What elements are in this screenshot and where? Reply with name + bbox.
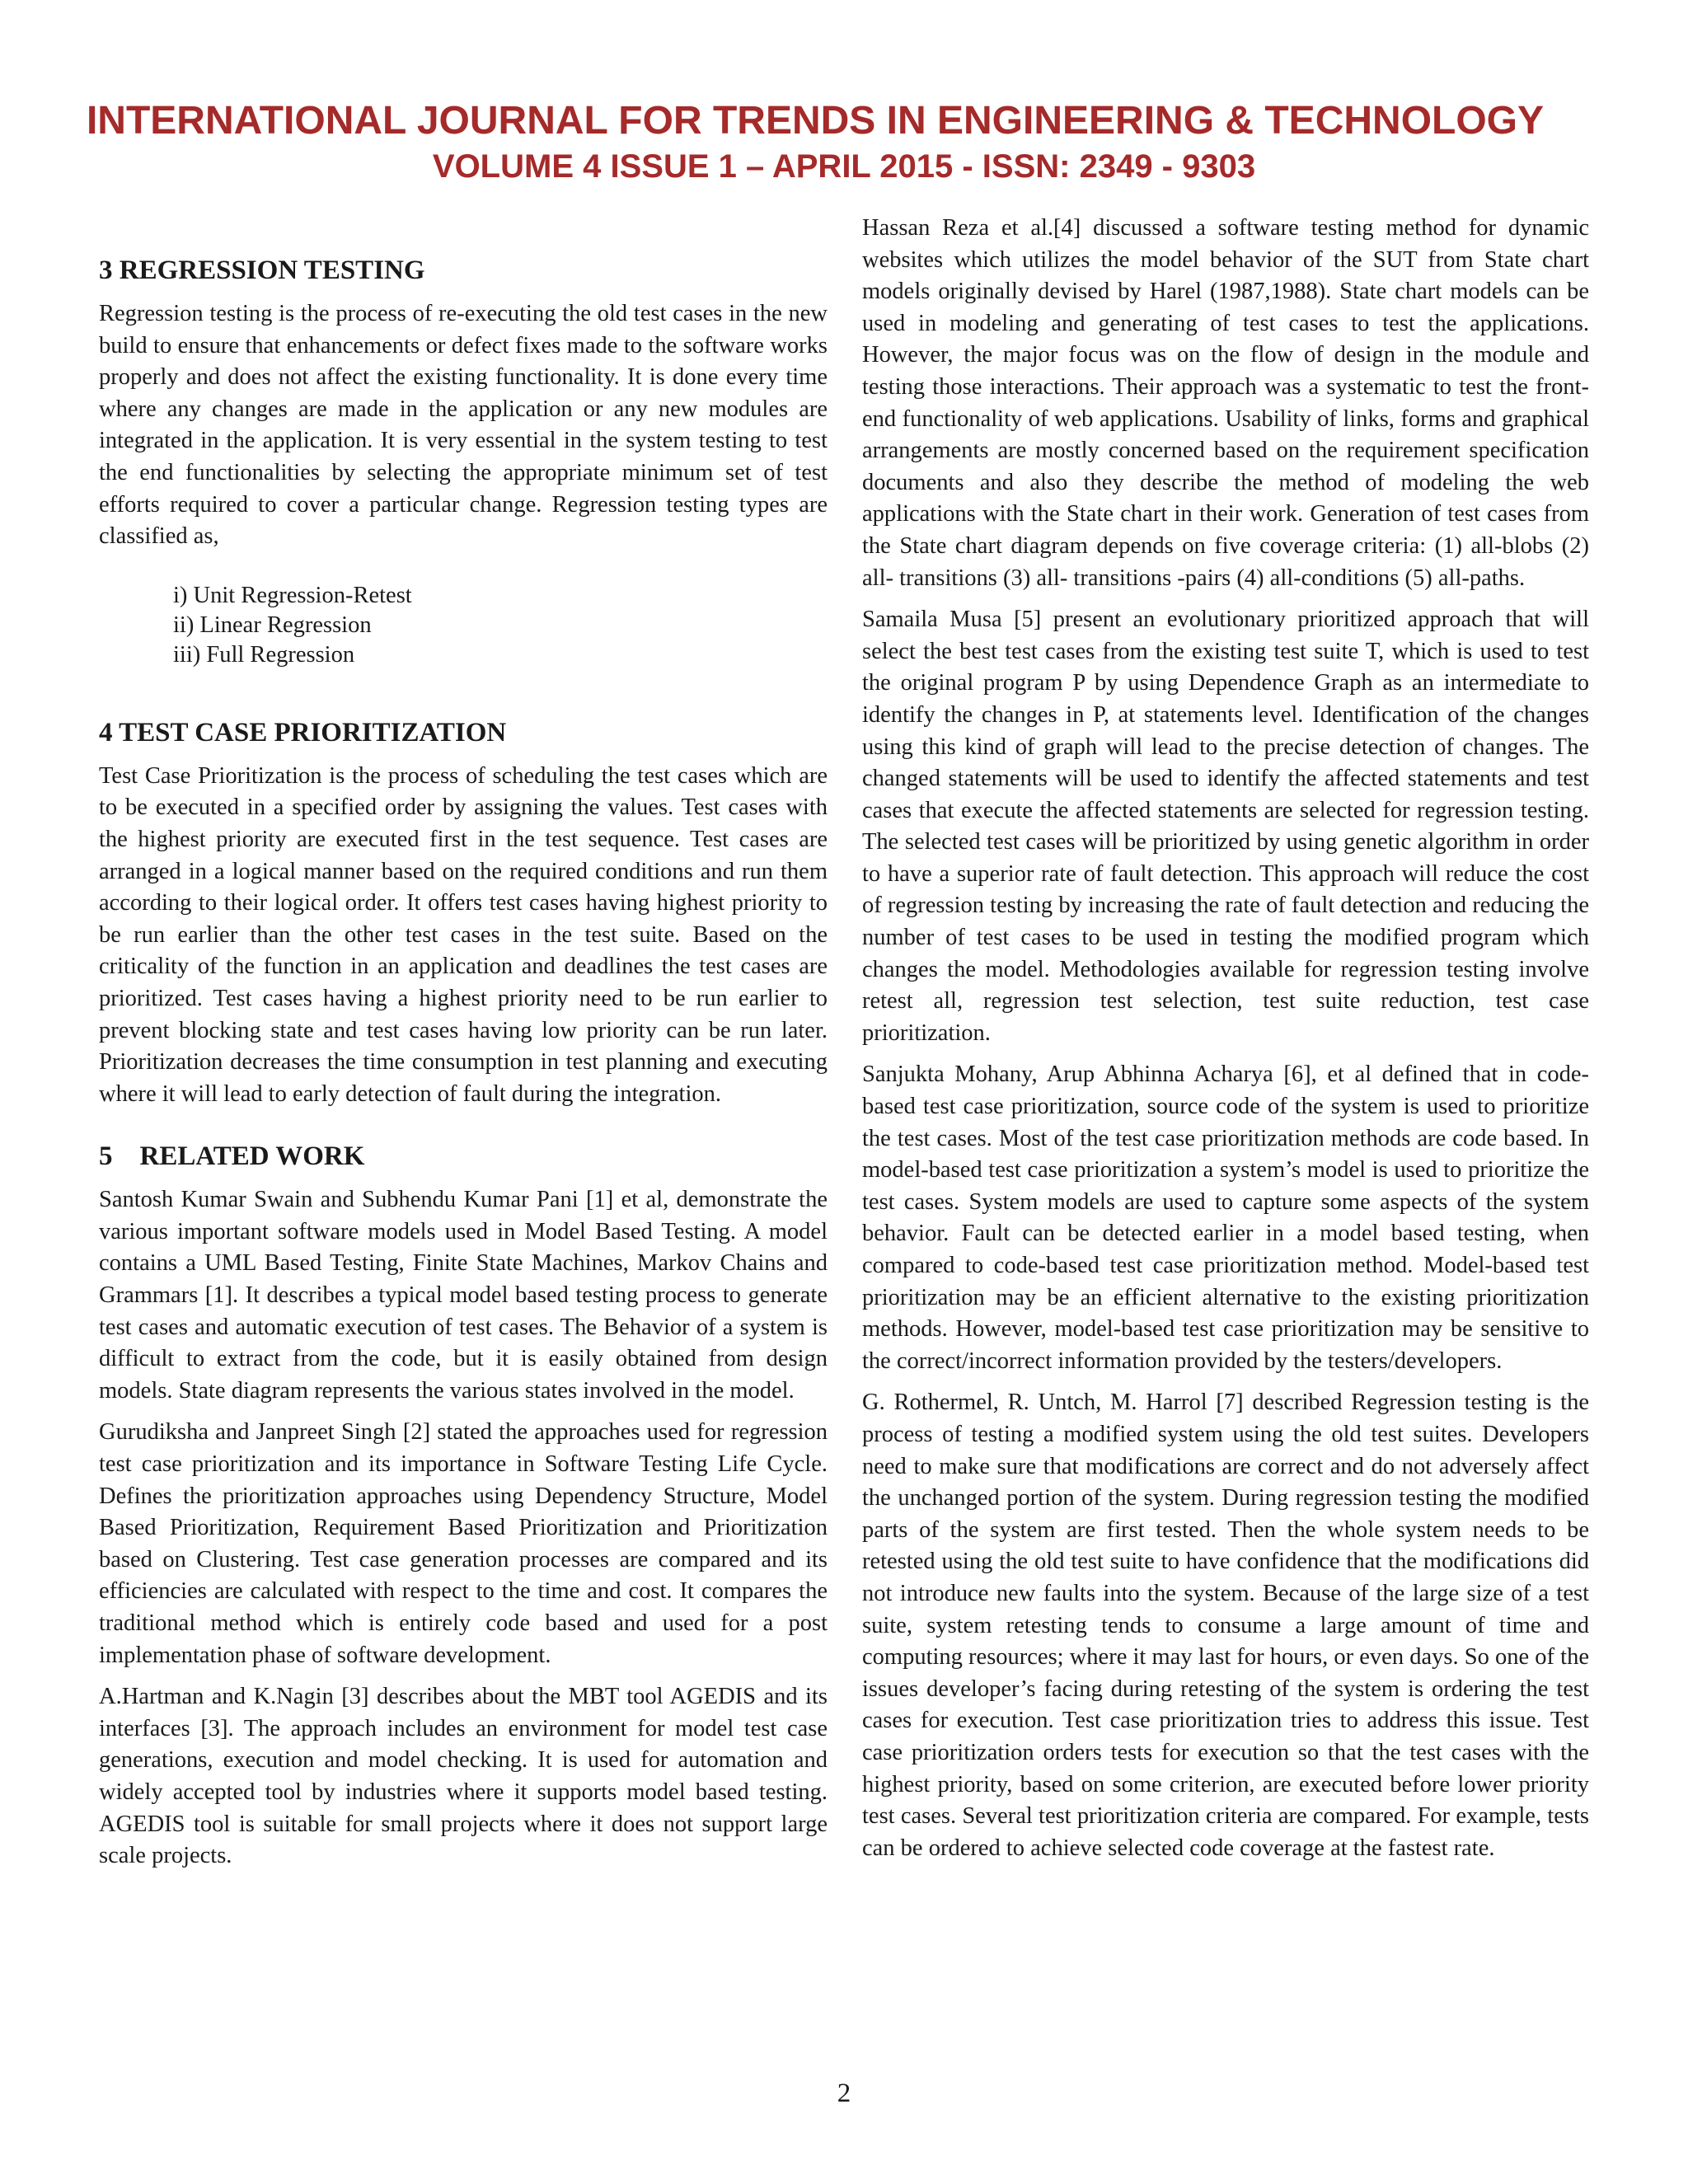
- issue-line: VOLUME 4 ISSUE 1 – APRIL 2015 - ISSN: 2349 - 9303: [432, 148, 1256, 185]
- related-work-paragraph: Samaila Musa [5] present an evolutionary prioritized approach that will select the best test cases from the existing test suite T, which is used to test the original program P by using Dependence Graph as an intermediate to identify the changes in P, at statements level. Identification of the changes using this kind of graph will lead to the precise detection of changes. The changed statements will be used to identify the affected statements and test cases that execute the affected statements are selected for regression testing. The selected test cases will be prioritized by using genetic algorithm in order to have a superior rate of fault detection. This approach will reduce the cost of regression testing by increasing the rate of fault detection and reducing the number of test cases to be used in testing the modified program which changes the model. Methodologies available for regression testing involve retest all, regression test selection, test suite reduction, test case prioritization.: [862, 607, 1589, 1046]
- prioritization-paragraph: Test Case Prioritization is the process of scheduling the test cases which are to be executed in a specified order by assigning the values. Test cases with the highest priority are executed first in the test sequence. Test cases are arranged in a logical manner based on the required conditions and run them according to their logical order. It offers test cases having highest priority to be run earlier than the other test cases in the test suite. Based on the criticality of the function in an application and deadlines the test cases are prioritized. Test cases having a highest priority need to be run earlier to prevent blocking state and test cases having low priority can be run later. Prioritization decreases the time consumption in test planning and executing where it will lead to early detection of fault during the integration.: [99, 762, 828, 1107]
- regression-paragraph: Regression testing is the process of re-executing the old test cases in the new build to ensure that enhancements or defect fixes made to the software works properly and does not affect the existing functionality. It is done every time where any changes are made in the application or any new modules are integrated in the application. It is very essential in the system testing to test the end functionalities by selecting the appropriate minimum set of test efforts required to cover a particular change. Regression testing types are classified as,: [99, 301, 828, 550]
- left-column: [99, 213, 828, 1882]
- related-work-paragraph: Santosh Kumar Swain and Subhendu Kumar Pani [1] et al, demonstrate the various important software models used in Model Based Testing. A model contains a UML Based Testing, Finite State Machines, Markov Chains and Grammars [1]. It describes a typical model based testing process to generate test cases and automatic execution of test cases. The Behavior of a system is difficult to extract from the code, but it is easily obtained from design models. State diagram represents the various states involved in the model.: [99, 1187, 828, 1404]
- related-work-paragraph: Hassan Reza et al.[4] discussed a software testing method for dynamic websites which utilizes the model behavior of the SUT from State chart models originally devised by Harel (1987,1988). State chart models can be used in modeling and generating of test cases to test the applications. However, the major focus was on the flow of design in the module and testing those interactions. Their approach was a systematic to test the front-end functionality of web applications. Usability of links, forms and graphical arrangements are mostly concerned based on the requirement specification documents and also they describe the method of modeling the web applications with the State chart in their work. Generation of test cases from the State chart diagram depends on five coverage criteria: (1) all-blobs (2) all- transitions (3) all- transitions -pairs (4) all-conditions (5) all-paths.: [862, 215, 1589, 591]
- related-work-paragraph: Gurudiksha and Janpreet Singh [2] stated the approaches used for regression test case prioritization and its importance in Software Testing Life Cycle. Defines the prioritization approaches using Dependency Structure, Model Based Prioritization, Requirement Based Prioritization and Prioritization based on Clustering. Test case generation processes are compared and its efficiencies are calculated with respect to the time and cost. It compares the traditional method which is entirely code based and used for a post implementation phase of software development.: [99, 1419, 828, 1668]
- section-heading-related-work: 5 RELATED WORK: [99, 1141, 365, 1172]
- page-number: 2: [837, 2079, 851, 2108]
- section-heading-regression: 3 REGRESSION TESTING: [99, 255, 425, 285]
- journal-header: [0, 97, 1688, 188]
- list-item: iii) Full Regression: [173, 641, 355, 668]
- related-work-paragraph: G. Rothermel, R. Untch, M. Harrol [7] described Regression testing is the process of testing a modified system using the old test suites. Developers need to make sure that modifications are correct and do not adversely affect the unchanged portion of the system. During regression testing the modified parts of the system are first tested. Then the whole system needs to be retested using the old test suite to have confidence that the modifications did not introduce new faults into the system. Because of the large size of a test suite, system retesting tends to consume a large amount of time and computing resources; where it may last for hours, or even days. So one of the issues developer’s facing during retesting of the system is ordering the test cases for execution. Test case prioritization tries to address this issue. Test case prioritization orders tests for execution so that the test cases with the highest priority, based on some criterion, are executed before lower priority test cases. Several test prioritization criteria are compared. For example, tests can be ordered to achieve selected code coverage at the fastest rate.: [862, 1390, 1589, 1861]
- list-item: ii) Linear Regression: [173, 612, 372, 638]
- right-column: [862, 213, 1589, 1874]
- related-work-paragraph: A.Hartman and K.Nagin [3] describes about the MBT tool AGEDIS and its interfaces [3]. The approach includes an environment for model test case generations, execution and model checking. It is used for automation and widely accepted tool by industries where it supports model based testing. AGEDIS tool is suitable for small projects where it does not support large scale projects.: [99, 1684, 828, 1869]
- section-heading-prioritization: 4 TEST CASE PRIORITIZATION: [99, 717, 507, 748]
- regression-types-list: [99, 581, 828, 670]
- journal-title: INTERNATIONAL JOURNAL FOR TRENDS IN ENGINEERING & TECHNOLOGY: [86, 99, 1545, 143]
- list-item: i) Unit Regression-Retest: [173, 582, 412, 608]
- related-work-paragraph: Sanjukta Mohany, Arup Abhinna Acharya [6], et al defined that in code-based test case prioritization, source code of the system is used to prioritize the test cases. Most of the test case prioritization methods are code based. In model-based test case prioritization a system’s model is used to prioritize the test cases. System models are used to capture some aspects of the system behavior. Fault can be detected earlier in a model based testing, when compared to code-based test case prioritization method. Model-based test prioritization may be an efficient alternative to the existing prioritization methods. However, model-based test case prioritization may be sensitive to the correct/incorrect information provided by the testers/developers.: [862, 1062, 1589, 1374]
